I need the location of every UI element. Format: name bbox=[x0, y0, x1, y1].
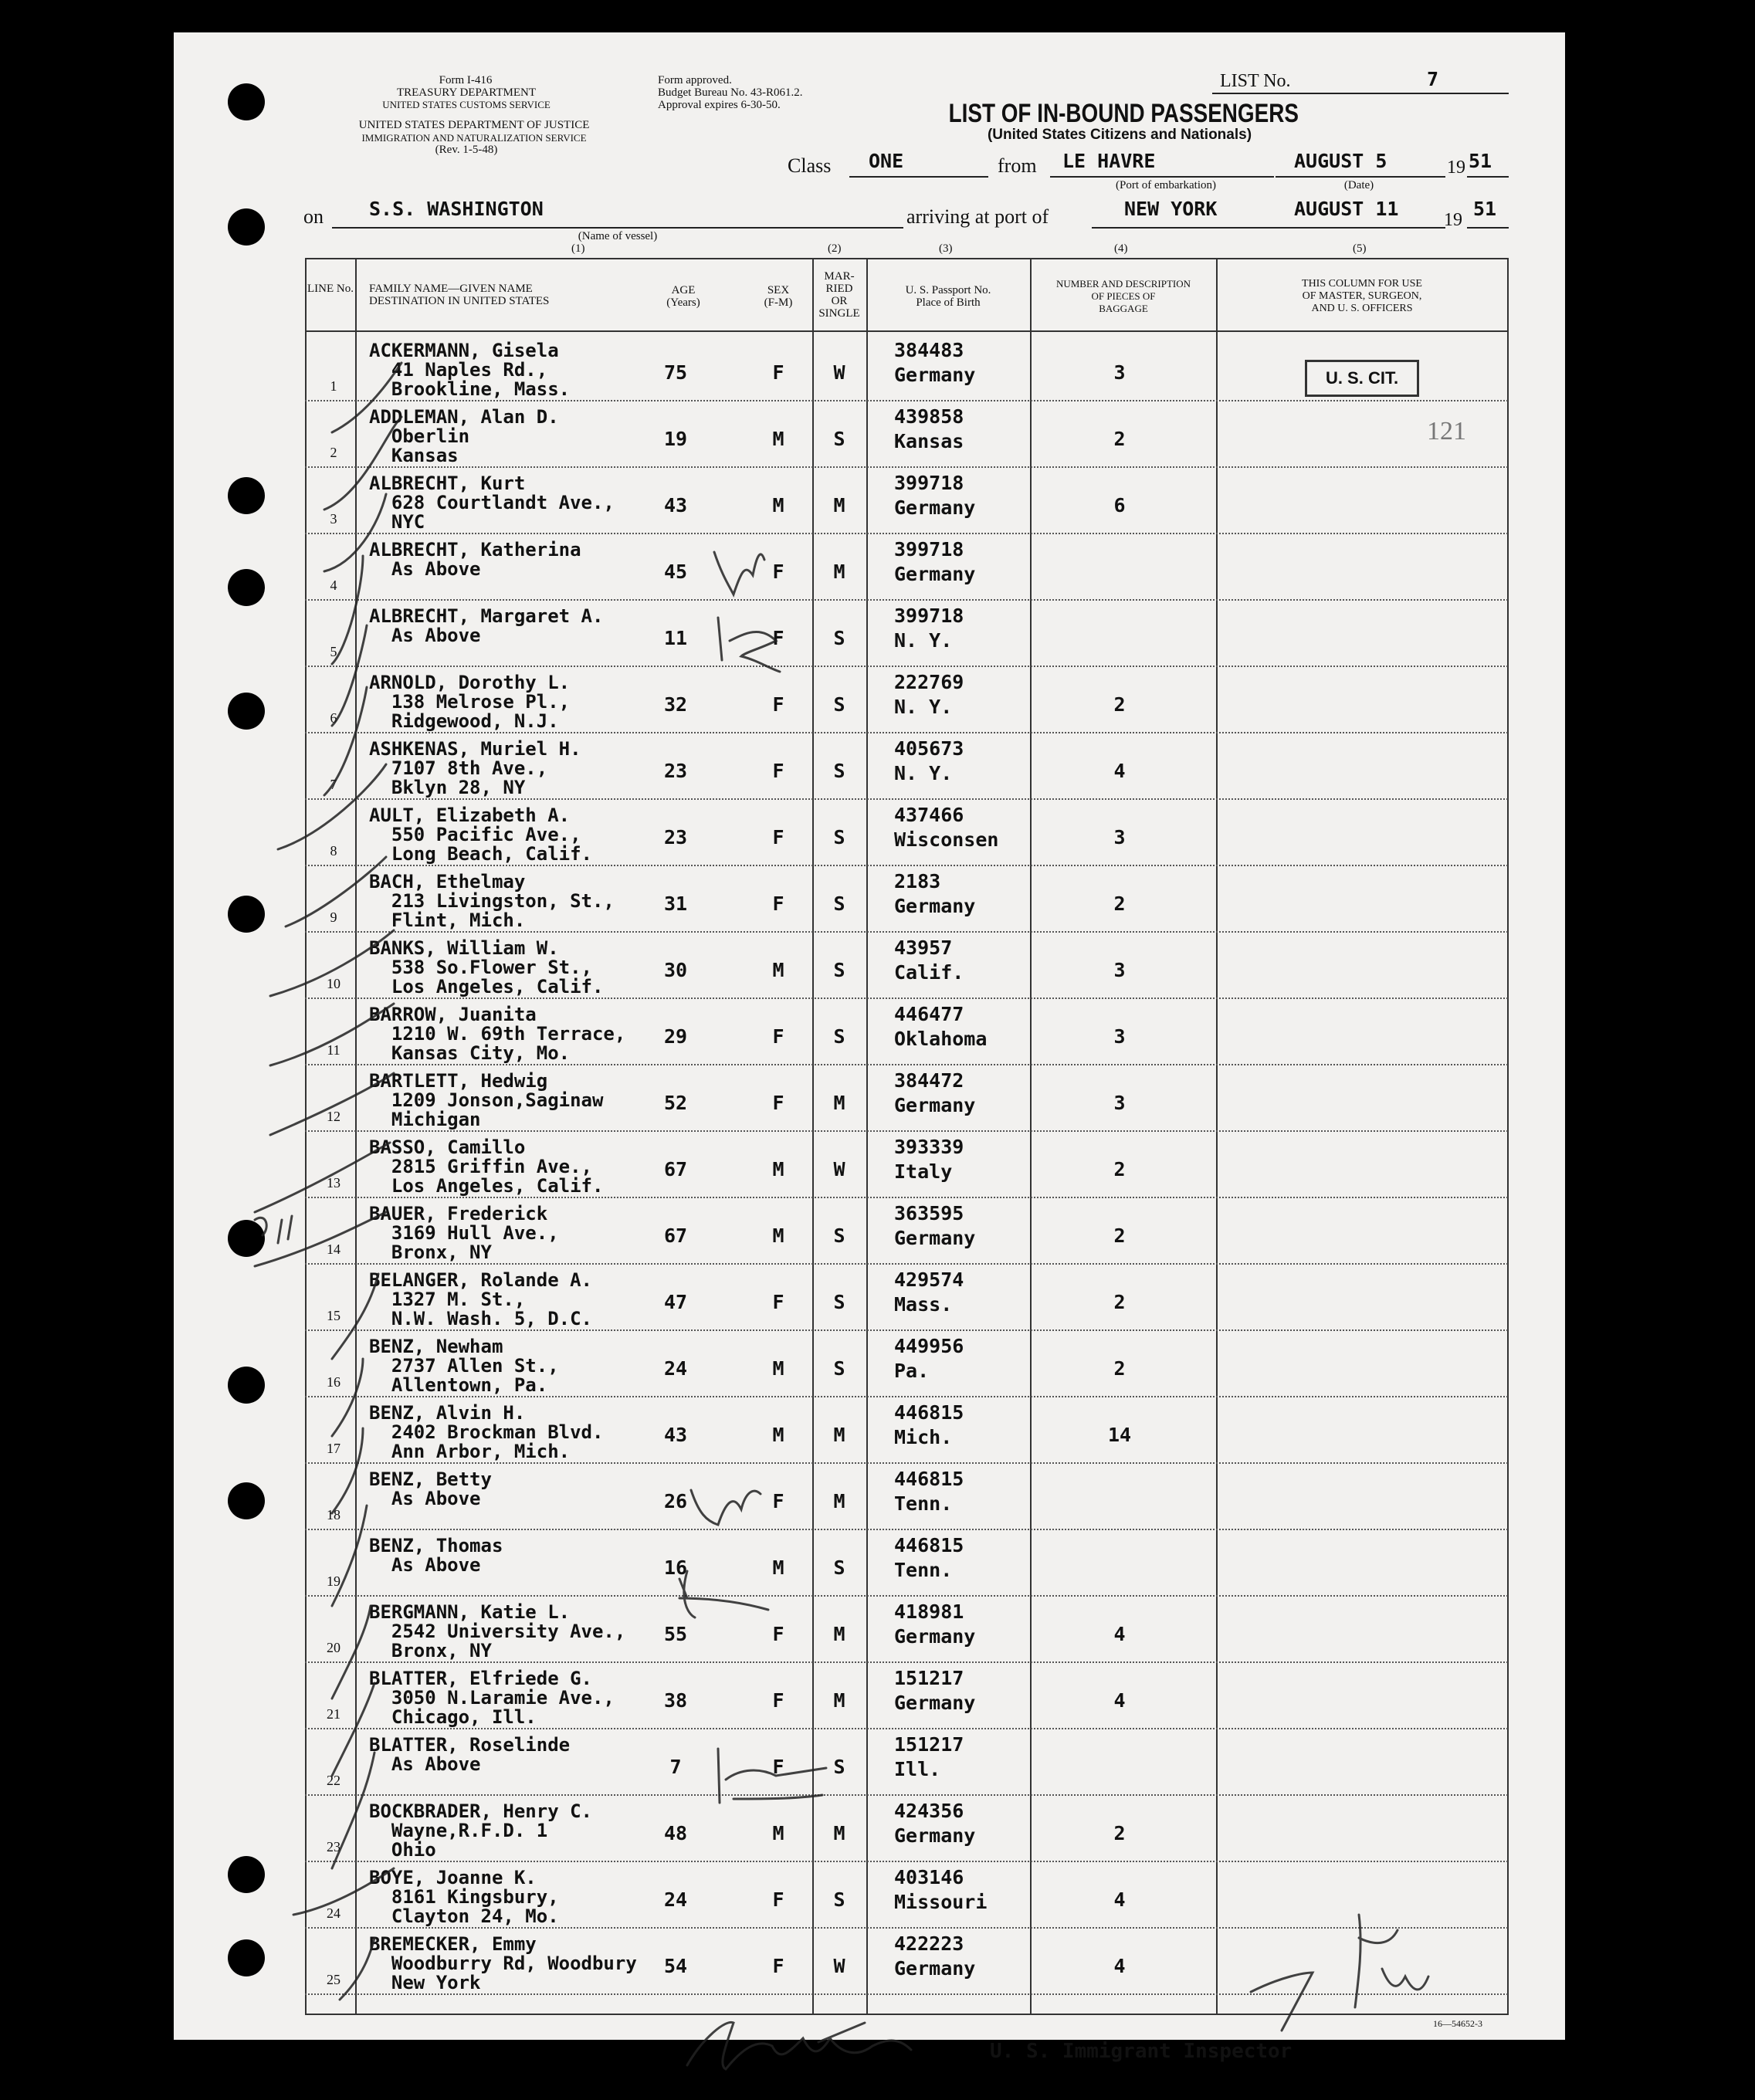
passenger-sex: M bbox=[772, 1158, 784, 1180]
passenger-address-1: 213 Livingston, St., bbox=[369, 890, 615, 912]
passenger-name: BENZ, Newham bbox=[369, 1336, 503, 1357]
passenger-sex: F bbox=[772, 693, 784, 716]
hdr-married-3: OR bbox=[831, 295, 848, 307]
hdr-birthplace: Place of Birth bbox=[916, 296, 981, 309]
passenger-address-2: Ridgewood, N.J. bbox=[369, 710, 559, 732]
passenger-marital-status: S bbox=[833, 693, 845, 716]
baggage-count: 3 bbox=[1113, 1025, 1126, 1048]
place-of-birth: Germany bbox=[894, 1625, 976, 1648]
hdr-destination: DESTINATION IN UNITED STATES bbox=[369, 295, 550, 307]
passenger-address-2: Los Angeles, Calif. bbox=[369, 1175, 604, 1197]
vessel-caption: (Name of vessel) bbox=[578, 230, 658, 242]
passenger-sex: M bbox=[772, 494, 784, 517]
passenger-age: 52 bbox=[663, 1092, 688, 1114]
place-of-birth: Kansas bbox=[894, 430, 964, 452]
passenger-address-1: 8161 Kingsbury, bbox=[369, 1886, 559, 1908]
passenger-name: BREMECKER, Emmy bbox=[369, 1933, 537, 1955]
baggage-count: 2 bbox=[1113, 428, 1126, 450]
line-number: 24 bbox=[327, 1905, 340, 1921]
place-of-birth: Tenn. bbox=[894, 1492, 953, 1515]
passenger-sex: F bbox=[772, 1623, 784, 1645]
passenger-address-2: Kansas City, Mo. bbox=[369, 1042, 571, 1064]
passenger-address-2: Bklyn 28, NY bbox=[369, 777, 526, 798]
passenger-marital-status: S bbox=[833, 760, 845, 782]
passenger-address-2: Bronx, NY bbox=[369, 1640, 492, 1661]
treasury-dept: TREASURY DEPARTMENT bbox=[396, 86, 537, 99]
baggage-count: 6 bbox=[1113, 494, 1126, 517]
line-number: 20 bbox=[327, 1640, 340, 1655]
passenger-marital-status: S bbox=[833, 959, 845, 981]
passenger-sex: F bbox=[772, 760, 784, 782]
baggage-count: 4 bbox=[1113, 1623, 1126, 1645]
place-of-birth: Germany bbox=[894, 1227, 976, 1249]
passport-number: 439858 bbox=[894, 405, 964, 428]
arrival-date: AUGUST 11 bbox=[1294, 198, 1399, 220]
passenger-name: BASSO, Camillo bbox=[369, 1136, 526, 1158]
passenger-address-2: Kansas bbox=[369, 445, 459, 466]
line-number: 23 bbox=[327, 1839, 340, 1854]
baggage-count: 14 bbox=[1107, 1424, 1132, 1446]
hdr-line-no: LINE No. bbox=[307, 283, 354, 295]
passenger-name: BOYE, Joanne K. bbox=[369, 1867, 537, 1888]
passenger-name: BENZ, Betty bbox=[369, 1468, 492, 1490]
passenger-age: 45 bbox=[663, 561, 688, 583]
place-of-birth: Germany bbox=[894, 895, 976, 917]
passenger-name: BELANGER, Rolande A. bbox=[369, 1269, 592, 1291]
line-number: 15 bbox=[327, 1308, 340, 1323]
passenger-address-1: 538 So.Flower St., bbox=[369, 957, 592, 978]
hdr-age: AGE bbox=[671, 284, 696, 296]
baggage-count: 4 bbox=[1113, 1955, 1126, 1977]
passenger-marital-status: W bbox=[833, 1955, 845, 1977]
passenger-name: BLATTER, Elfriede G. bbox=[369, 1668, 592, 1689]
passenger-address-1: Oberlin bbox=[369, 425, 470, 447]
place-of-birth: Germany bbox=[894, 1094, 976, 1116]
inspector-caption: U. S. Immigrant Inspector bbox=[990, 2040, 1293, 2063]
passenger-address-2: N.W. Wash. 5, D.C. bbox=[369, 1308, 592, 1329]
hdr-married-2: RIED bbox=[825, 283, 853, 295]
passenger-age: 48 bbox=[663, 1822, 688, 1844]
passenger-age: 38 bbox=[663, 1689, 688, 1712]
place-of-birth: N. Y. bbox=[894, 696, 953, 718]
class-label: Class bbox=[788, 154, 832, 177]
passenger-age: 31 bbox=[663, 892, 688, 915]
passenger-name: BENZ, Thomas bbox=[369, 1535, 503, 1556]
passenger-address-2: Allentown, Pa. bbox=[369, 1374, 548, 1396]
hdr-married-4: SINGLE bbox=[818, 307, 860, 320]
passenger-name: ASHKENAS, Muriel H. bbox=[369, 738, 581, 760]
arrival-port: NEW YORK bbox=[1124, 198, 1218, 220]
passenger-age: 55 bbox=[663, 1623, 688, 1645]
place-of-birth: N. Y. bbox=[894, 629, 953, 652]
passenger-age: 24 bbox=[663, 1357, 688, 1380]
place-of-birth: Calif. bbox=[894, 961, 964, 984]
passport-number: 422223 bbox=[894, 1932, 964, 1955]
baggage-count: 4 bbox=[1113, 760, 1126, 782]
passenger-address-2: Brookline, Mass. bbox=[369, 378, 571, 400]
passenger-marital-status: S bbox=[833, 826, 845, 848]
place-of-birth: Pa. bbox=[894, 1360, 930, 1382]
on-label: on bbox=[303, 205, 324, 228]
hdr-sex-fm: (F-M) bbox=[764, 296, 793, 309]
passenger-address-1: 1210 W. 69th Terrace, bbox=[369, 1023, 626, 1045]
baggage-count: 2 bbox=[1113, 892, 1126, 915]
passport-number: 222769 bbox=[894, 671, 964, 693]
passenger-name: BAUER, Frederick bbox=[369, 1203, 548, 1224]
hdr-age-years: (Years) bbox=[666, 296, 700, 309]
col-num-2: (2) bbox=[828, 242, 842, 255]
line-number: 18 bbox=[327, 1507, 340, 1522]
passenger-age: 19 bbox=[663, 428, 688, 450]
baggage-count: 4 bbox=[1113, 1689, 1126, 1712]
passenger-name: BARROW, Juanita bbox=[369, 1004, 537, 1025]
passenger-address-1: 7107 8th Ave., bbox=[369, 757, 548, 779]
passport-number: 363595 bbox=[894, 1202, 964, 1224]
passenger-address-2: Long Beach, Calif. bbox=[369, 843, 592, 865]
place-of-birth: Germany bbox=[894, 1957, 976, 1980]
baggage-count: 2 bbox=[1113, 1822, 1126, 1844]
passenger-marital-status: M bbox=[833, 1623, 845, 1645]
place-of-birth: Germany bbox=[894, 563, 976, 585]
class-value: ONE bbox=[869, 150, 904, 172]
passenger-address-1: 1327 M. St., bbox=[369, 1289, 526, 1310]
passenger-age: 24 bbox=[663, 1888, 688, 1911]
passenger-name: BANKS, William W. bbox=[369, 937, 559, 959]
hdr-officers-1: THIS COLUMN FOR USE bbox=[1302, 278, 1422, 290]
passenger-sex: F bbox=[772, 1756, 784, 1778]
passport-number: 446815 bbox=[894, 1468, 964, 1490]
passenger-name: ALBRECHT, Kurt bbox=[369, 472, 526, 494]
passenger-sex: F bbox=[772, 561, 784, 583]
hdr-passport: U. S. Passport No. bbox=[905, 284, 991, 296]
passenger-address-1: 138 Melrose Pl., bbox=[369, 691, 571, 713]
place-of-birth: N. Y. bbox=[894, 762, 953, 784]
line-number: 19 bbox=[327, 1573, 340, 1589]
passenger-age: 29 bbox=[663, 1025, 688, 1048]
passenger-address-1: As Above bbox=[369, 625, 481, 646]
passenger-address-2: Ohio bbox=[369, 1839, 436, 1861]
form-title: LIST OF IN-BOUND PASSENGERS bbox=[948, 99, 1299, 128]
passenger-sex: M bbox=[772, 428, 784, 450]
ins-service: IMMIGRATION AND NATURALIZATION SERVICE bbox=[361, 132, 587, 144]
passenger-sex: F bbox=[772, 1490, 784, 1512]
customs-service: UNITED STATES CUSTOMS SERVICE bbox=[382, 99, 551, 110]
passenger-sex: F bbox=[772, 1888, 784, 1911]
form-number: Form I-416 bbox=[439, 74, 493, 86]
justice-dept: UNITED STATES DEPARTMENT OF JUSTICE bbox=[358, 119, 590, 131]
passenger-marital-status: W bbox=[833, 361, 845, 384]
passenger-marital-status: S bbox=[833, 1888, 845, 1911]
line-number: 8 bbox=[330, 843, 337, 859]
passenger-address-2: New York bbox=[369, 1972, 481, 1993]
line-number: 25 bbox=[327, 1972, 340, 1987]
passenger-marital-status: S bbox=[833, 1291, 845, 1313]
passenger-age: 16 bbox=[663, 1556, 688, 1579]
passport-number: 446477 bbox=[894, 1003, 964, 1025]
passenger-name: BLATTER, Roselinde bbox=[369, 1734, 571, 1756]
line-number: 3 bbox=[330, 511, 337, 527]
passenger-address-1: 41 Naples Rd., bbox=[369, 359, 548, 381]
place-of-birth: Oklahoma bbox=[894, 1028, 988, 1050]
passenger-marital-status: M bbox=[833, 1092, 845, 1114]
passport-number: 2183 bbox=[894, 870, 941, 892]
passenger-sex: F bbox=[772, 1291, 784, 1313]
passenger-name: BACH, Ethelmay bbox=[369, 871, 526, 892]
passenger-age: 43 bbox=[663, 1424, 688, 1446]
passenger-age: 54 bbox=[663, 1955, 688, 1977]
passenger-address-2: NYC bbox=[369, 511, 425, 533]
passenger-marital-status: M bbox=[833, 561, 845, 583]
passenger-name: BERGMANN, Katie L. bbox=[369, 1601, 571, 1623]
passenger-sex: M bbox=[772, 959, 784, 981]
hdr-baggage-3: BAGGAGE bbox=[1099, 303, 1148, 314]
revision: (Rev. 1-5-48) bbox=[435, 144, 498, 156]
col-num-4: (4) bbox=[1114, 242, 1128, 255]
passenger-address-1: 628 Courtlandt Ave., bbox=[369, 492, 615, 513]
baggage-count: 3 bbox=[1113, 361, 1126, 384]
passenger-sex: F bbox=[772, 627, 784, 649]
passenger-marital-status: S bbox=[833, 1556, 845, 1579]
passenger-name: BARTLETT, Hedwig bbox=[369, 1070, 548, 1092]
hdr-baggage-1: NUMBER AND DESCRIPTION bbox=[1055, 278, 1191, 290]
passenger-age: 23 bbox=[663, 826, 688, 848]
passenger-address-1: 2737 Allen St., bbox=[369, 1355, 559, 1377]
passenger-address-1: 1209 Jonson,Saginaw bbox=[369, 1089, 604, 1111]
passenger-marital-status: S bbox=[833, 1756, 845, 1778]
line-number: 1 bbox=[330, 378, 337, 394]
passenger-marital-status: S bbox=[833, 1224, 845, 1247]
place-of-birth: Missouri bbox=[894, 1891, 988, 1913]
passenger-marital-status: S bbox=[833, 1025, 845, 1048]
passport-number: 393339 bbox=[894, 1136, 964, 1158]
passenger-address-1: 3050 N.Laramie Ave., bbox=[369, 1687, 615, 1709]
line-number: 6 bbox=[330, 710, 337, 726]
place-of-birth: Germany bbox=[894, 1824, 976, 1847]
place-of-birth: Mass. bbox=[894, 1293, 953, 1316]
passenger-sex: F bbox=[772, 361, 784, 384]
passenger-address-1: As Above bbox=[369, 1554, 481, 1576]
arrival-year: 51 bbox=[1473, 198, 1497, 220]
list-no-value: 7 bbox=[1427, 68, 1439, 90]
passenger-sex: M bbox=[772, 1822, 784, 1844]
departure-year: 51 bbox=[1469, 150, 1492, 172]
baggage-count: 2 bbox=[1113, 1224, 1126, 1247]
passenger-sex: F bbox=[772, 1025, 784, 1048]
hdr-married-1: MAR- bbox=[824, 270, 855, 283]
approval-expires: Approval expires 6-30-50. bbox=[658, 99, 781, 111]
place-of-birth: Germany bbox=[894, 1692, 976, 1714]
passenger-sex: F bbox=[772, 1955, 784, 1977]
place-of-birth: Ill. bbox=[894, 1758, 941, 1780]
line-number: 17 bbox=[327, 1441, 340, 1456]
passenger-marital-status: M bbox=[833, 1689, 845, 1712]
passenger-sex: F bbox=[772, 826, 784, 848]
baggage-count: 2 bbox=[1113, 693, 1126, 716]
passport-number: 405673 bbox=[894, 737, 964, 760]
baggage-count: 2 bbox=[1113, 1291, 1126, 1313]
baggage-count: 2 bbox=[1113, 1357, 1126, 1380]
line-number: 9 bbox=[330, 909, 337, 925]
line-number: 12 bbox=[327, 1109, 340, 1124]
passenger-name: ARNOLD, Dorothy L. bbox=[369, 672, 571, 693]
passport-number: 449956 bbox=[894, 1335, 964, 1357]
passport-number: 418981 bbox=[894, 1600, 964, 1623]
passenger-name: ADDLEMAN, Alan D. bbox=[369, 406, 559, 428]
passenger-address-1: As Above bbox=[369, 1488, 481, 1509]
passenger-address-1: 2402 Brockman Blvd. bbox=[369, 1421, 604, 1443]
passenger-age: 75 bbox=[663, 361, 688, 384]
passport-number: 151217 bbox=[894, 1733, 964, 1756]
passport-number: 429574 bbox=[894, 1268, 964, 1291]
passenger-address-1: 550 Pacific Ave., bbox=[369, 824, 581, 845]
passenger-marital-status: S bbox=[833, 627, 845, 649]
arriving-label: arriving at port of bbox=[906, 205, 1049, 228]
passenger-address-2: Ann Arbor, Mich. bbox=[369, 1441, 571, 1462]
hdr-officers-2: OF MASTER, SURGEON, bbox=[1302, 290, 1422, 302]
passenger-marital-status: M bbox=[833, 494, 845, 517]
line-number: 4 bbox=[330, 578, 337, 593]
passenger-age: 32 bbox=[663, 693, 688, 716]
year-prefix: 19 bbox=[1447, 158, 1465, 178]
passenger-name: BOCKBRADER, Henry C. bbox=[369, 1800, 592, 1822]
passport-number: 403146 bbox=[894, 1866, 964, 1888]
passport-number: 399718 bbox=[894, 605, 964, 627]
passenger-name: ALBRECHT, Margaret A. bbox=[369, 605, 604, 627]
passenger-age: 26 bbox=[663, 1490, 688, 1512]
passenger-marital-status: W bbox=[833, 1158, 845, 1180]
place-of-birth: Tenn. bbox=[894, 1559, 953, 1581]
passenger-address-2: Michigan bbox=[369, 1109, 481, 1130]
passenger-sex: F bbox=[772, 1092, 784, 1114]
baggage-count: 3 bbox=[1113, 1092, 1126, 1114]
passenger-sex: F bbox=[772, 1689, 784, 1712]
passenger-address-1: 2542 University Ave., bbox=[369, 1621, 626, 1642]
budget-bureau: Budget Bureau No. 43-R061.2. bbox=[658, 86, 803, 99]
passenger-name: ACKERMANN, Gisela bbox=[369, 340, 559, 361]
passenger-age: 11 bbox=[663, 627, 688, 649]
passenger-marital-status: M bbox=[833, 1424, 845, 1446]
us-citizen-stamp: U. S. CIT. bbox=[1305, 360, 1419, 397]
passport-number: 399718 bbox=[894, 538, 964, 561]
passenger-address-2: Clayton 24, Mo. bbox=[369, 1905, 559, 1927]
passenger-address-1: Woodburry Rd, Woodbury bbox=[369, 1953, 637, 1974]
passenger-name: BENZ, Alvin H. bbox=[369, 1402, 526, 1424]
baggage-count: 3 bbox=[1113, 959, 1126, 981]
passport-number: 384483 bbox=[894, 339, 964, 361]
passenger-address-2: Chicago, Ill. bbox=[369, 1706, 537, 1728]
embarkation-port: LE HAVRE bbox=[1062, 150, 1156, 172]
print-code: 16—54652-3 bbox=[1433, 2018, 1482, 2029]
hdr-sex: SEX bbox=[767, 284, 790, 296]
line-number: 13 bbox=[327, 1175, 340, 1191]
line-number: 22 bbox=[327, 1773, 340, 1788]
baggage-count: 2 bbox=[1113, 1158, 1126, 1180]
passenger-sex: F bbox=[772, 892, 784, 915]
line-number: 7 bbox=[330, 777, 337, 792]
col-num-3: (3) bbox=[939, 242, 953, 255]
line-number: 16 bbox=[327, 1374, 340, 1390]
place-of-birth: Germany bbox=[894, 496, 976, 519]
passenger-age: 23 bbox=[663, 760, 688, 782]
passport-number: 151217 bbox=[894, 1667, 964, 1689]
line-number: 5 bbox=[330, 644, 337, 659]
passenger-sex: M bbox=[772, 1224, 784, 1247]
embarkation-caption: (Port of embarkation) bbox=[1116, 179, 1216, 191]
place-of-birth: Mich. bbox=[894, 1426, 953, 1448]
passenger-address-1: 2815 Griffin Ave., bbox=[369, 1156, 592, 1177]
passenger-address-2: Los Angeles, Calif. bbox=[369, 976, 604, 998]
line-number: 11 bbox=[327, 1042, 340, 1058]
passenger-marital-status: S bbox=[833, 1357, 845, 1380]
place-of-birth: Germany bbox=[894, 364, 976, 386]
passenger-address-1: As Above bbox=[369, 1753, 481, 1775]
departure-date: AUGUST 5 bbox=[1294, 150, 1387, 172]
passport-number: 384472 bbox=[894, 1069, 964, 1092]
annotation-121: 121 bbox=[1427, 417, 1466, 445]
vessel-name: S.S. WASHINGTON bbox=[369, 198, 544, 220]
passenger-sex: M bbox=[772, 1556, 784, 1579]
place-of-birth: Italy bbox=[894, 1160, 953, 1183]
passenger-age: 7 bbox=[669, 1756, 682, 1778]
passenger-address-2: Flint, Mich. bbox=[369, 909, 526, 931]
passport-number: 446815 bbox=[894, 1401, 964, 1424]
arrival-year-prefix: 19 bbox=[1444, 210, 1462, 230]
form-subtitle: (United States Citizens and Nationals) bbox=[987, 127, 1252, 143]
line-number: 10 bbox=[327, 976, 340, 991]
hdr-name: FAMILY NAME—GIVEN NAME bbox=[369, 283, 533, 295]
passenger-age: 30 bbox=[663, 959, 688, 981]
passenger-address-1: Wayne,R.F.D. 1 bbox=[369, 1820, 548, 1841]
baggage-count: 4 bbox=[1113, 1888, 1126, 1911]
passenger-marital-status: M bbox=[833, 1822, 845, 1844]
passenger-address-1: 3169 Hull Ave., bbox=[369, 1222, 559, 1244]
passenger-age: 67 bbox=[663, 1224, 688, 1247]
list-no-label: LIST No. bbox=[1220, 71, 1291, 91]
passenger-name: AULT, Elizabeth A. bbox=[369, 804, 571, 826]
passenger-address-1: As Above bbox=[369, 558, 481, 580]
form-approved: Form approved. bbox=[658, 74, 732, 86]
passenger-marital-status: M bbox=[833, 1490, 845, 1512]
passenger-marital-status: S bbox=[833, 892, 845, 915]
from-label: from bbox=[998, 154, 1037, 177]
baggage-count: 3 bbox=[1113, 826, 1126, 848]
passenger-age: 43 bbox=[663, 494, 688, 517]
passenger-name: ALBRECHT, Katherina bbox=[369, 539, 581, 561]
passenger-marital-status: S bbox=[833, 428, 845, 450]
passport-number: 424356 bbox=[894, 1800, 964, 1822]
line-number: 14 bbox=[327, 1241, 340, 1257]
passport-number: 446815 bbox=[894, 1534, 964, 1556]
col-num-5: (5) bbox=[1353, 242, 1367, 255]
passenger-sex: M bbox=[772, 1424, 784, 1446]
date-caption: (Date) bbox=[1343, 179, 1374, 191]
col-num-1: (1) bbox=[571, 242, 585, 255]
place-of-birth: Wisconsen bbox=[894, 828, 999, 851]
passport-number: 437466 bbox=[894, 804, 964, 826]
passenger-age: 67 bbox=[663, 1158, 688, 1180]
hdr-baggage-2: OF PIECES OF bbox=[1091, 290, 1156, 302]
line-number: 21 bbox=[327, 1706, 340, 1722]
hdr-officers-3: AND U. S. OFFICERS bbox=[1311, 303, 1413, 314]
passport-number: 399718 bbox=[894, 472, 964, 494]
line-number: 2 bbox=[330, 445, 337, 460]
passenger-sex: M bbox=[772, 1357, 784, 1380]
passenger-address-2: Bronx, NY bbox=[369, 1241, 492, 1263]
passport-number: 43957 bbox=[894, 937, 953, 959]
passenger-age: 47 bbox=[663, 1291, 688, 1313]
